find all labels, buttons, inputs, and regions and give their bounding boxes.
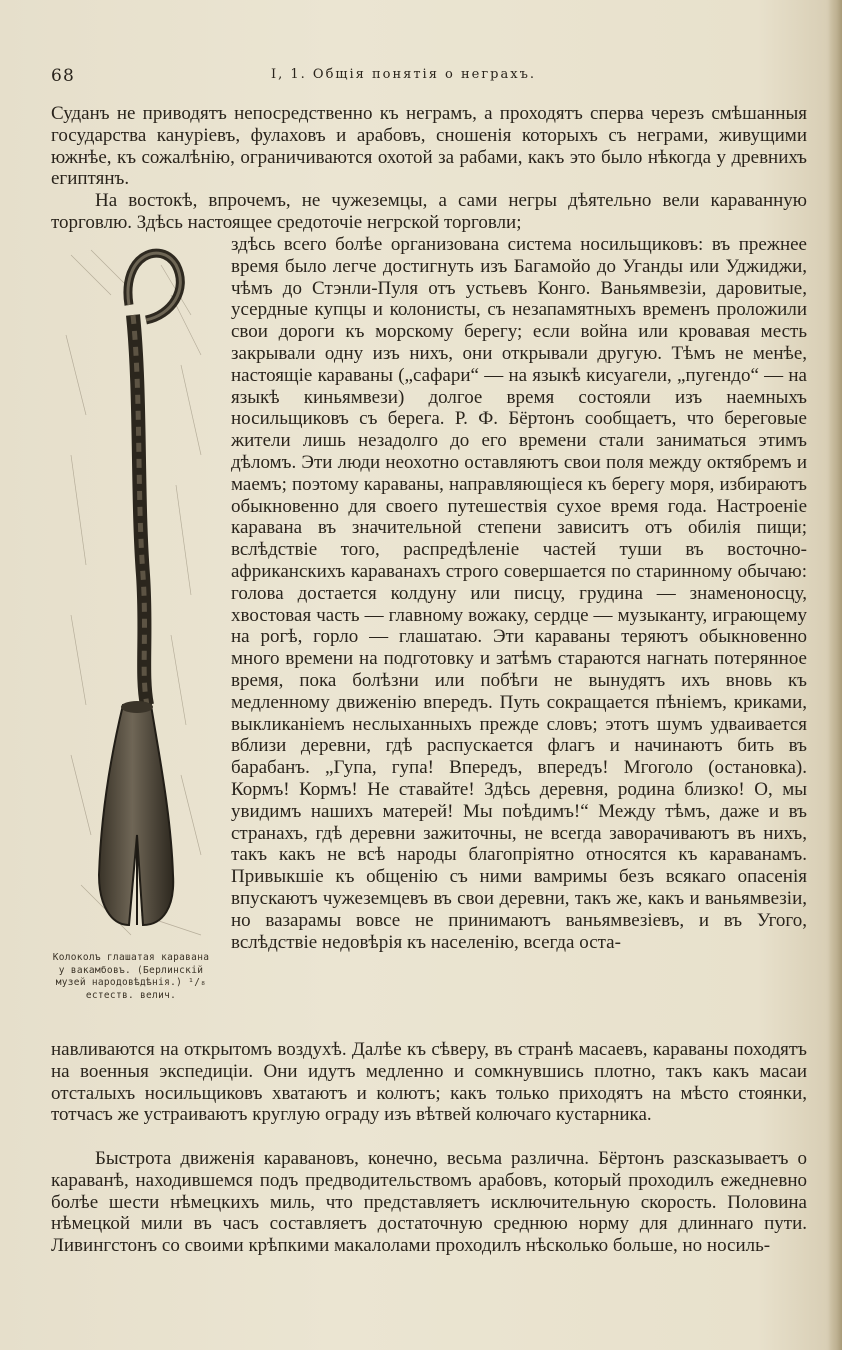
- paragraph-1: Суданъ не приводятъ непосредственно къ неграмъ, а проходятъ сперва черезъ смѣшанныя государства канурiевъ, фулаховъ и арабовъ, сношенiя которыхъ съ неграми, живущими южнѣе, къ сожалѣнiю, ограничиваются охотой за рабами, какъ это было нѣкогда у древнихъ египтянъ.: [51, 103, 807, 190]
- page-edge-shadow: [828, 0, 842, 1350]
- page-header: [51, 66, 791, 90]
- figure-caption: Колоколъ глашатая каравана у вакамбовъ. (Берлинскiй музей народовѣдѣнiя.) ¹/₈ естеств. велич.: [52, 952, 210, 1001]
- paragraph-2-column: здѣсь всего болѣе организована система носильщиковъ: въ прежнее время было легче достигнуть изъ Багамойо до Уганды или Уджиджи, чѣмъ до Стэнли-Пуля отъ устьевъ Конго. Ваньямвезiи, даровитые, усердные купцы и колонисты, съ незапамятныхъ временъ проложили свои дороги къ морскому берегу; если война или кровавая месть закрывали одну изъ нихъ, они открывали другую. Тѣмъ не менѣе, настоящiе караваны („сафари“ — на языкѣ кисуагели, „пугендо“ — на языкѣ киньямвези) долгое время состояли изъ наемныхъ носильщиковъ съ берега. Р. Ф. Бёртонъ сообщаетъ, что береговые жители лишь незадолго до его времени стали заниматься этимъ дѣломъ. Эти люди неохотно оставляютъ свои поля между октябремъ и маемъ; поэтому караваны, направляющiеся къ берегу моря, избираютъ обыкновенно для своего путешествiя сухое время года. Настроенiе каравана въ значительной степени зависитъ отъ обилiя пищи; вслѣдствiе того, распредѣленiе частей туши въ восточно-африканскихъ караванахъ строго совершается по старинному обычаю: голова достается колдуну или писцу, грудина — знаменоносцу, хвостовая часть — главному вожаку, сердце — музыканту, играющему на рогѣ, горло — глашатаю. Эти караваны теряютъ обыкновенно много времени на подготовку и затѣмъ стараются нагнать потерянное время, пока болѣзни или побѣги не вынудятъ ихъ вновь къ медленному движенiю впередъ. Путь сокращается пѣнiемъ, криками, выкликанiемъ неслыханныхъ прежде словъ; этотъ шумъ удваивается вблизи деревни, гдѣ распускается флагъ и начинаютъ бить въ барабанъ. „Гупа, гупа! Впередъ, впередъ! Мгоголо (остановка). Кормъ! Кормъ! Не ставайте! Здѣсь деревня, родина близко! О, мы увидимъ нашихъ матерей! Мы поѣдимъ!“ Между тѣмъ, даже и въ странахъ, гдѣ деревни зажиточны, не всегда заворачиваютъ въ нихъ, такъ какъ не всѣ народы благопрiятно относятся къ караванамъ. Привыкшiе къ общенiю съ ними вамримы безъ всякаго опасенiя впускаютъ чужеземцевъ въ свои деревни, такъ же, какъ и ваньямвезiи, но вазарамы вовсе не принимаютъ ваньямвезiевъ, и въ Угого, вслѣдствiе недовѣрiя къ населенiю, всегда оста-: [231, 234, 807, 953]
- page-number: 68: [51, 66, 76, 86]
- paragraph-2-end: навливаются на открытомъ воздухѣ. Далѣе къ сѣверу, въ странѣ масаевъ, караваны походятъ на военныя экспедицiи. Они идутъ медленно и сомкнувшись плотно, такъ какъ масаи отсталыхъ носильщиковъ хватаютъ и колютъ; какъ только приходятъ на мѣсто стоянки, тотчасъ же устраиваютъ круглую ограду изъ вѣтвей колючаго кустарника.: [51, 1039, 807, 1126]
- running-head: I, 1. Общія понятія о неграхъ.: [271, 67, 536, 82]
- paragraph-2-start: На востокѣ, впрочемъ, не чужеземцы, а сами негры дѣятельно вели караванную торговлю. Здѣсь настоящее средоточiе негрской торговли;: [51, 190, 807, 233]
- paragraph-3: Быстрота движенiя каравановъ, конечно, весьма различна. Бёртонъ разсказываетъ о караванѣ, находившемся подъ предводительствомъ арабовъ, который проходилъ ежедневно болѣе шести нѣмецкихъ миль, что представляетъ исключительную скорость. Половина нѣмецкой мили въ часъ составляетъ достаточную среднюю норму для длиннаго пути. Ливингстонъ со своими крѣпкими макалолами проходилъ нѣсколько больше, но носиль-: [51, 1148, 807, 1257]
- bell-illustration: [51, 235, 223, 949]
